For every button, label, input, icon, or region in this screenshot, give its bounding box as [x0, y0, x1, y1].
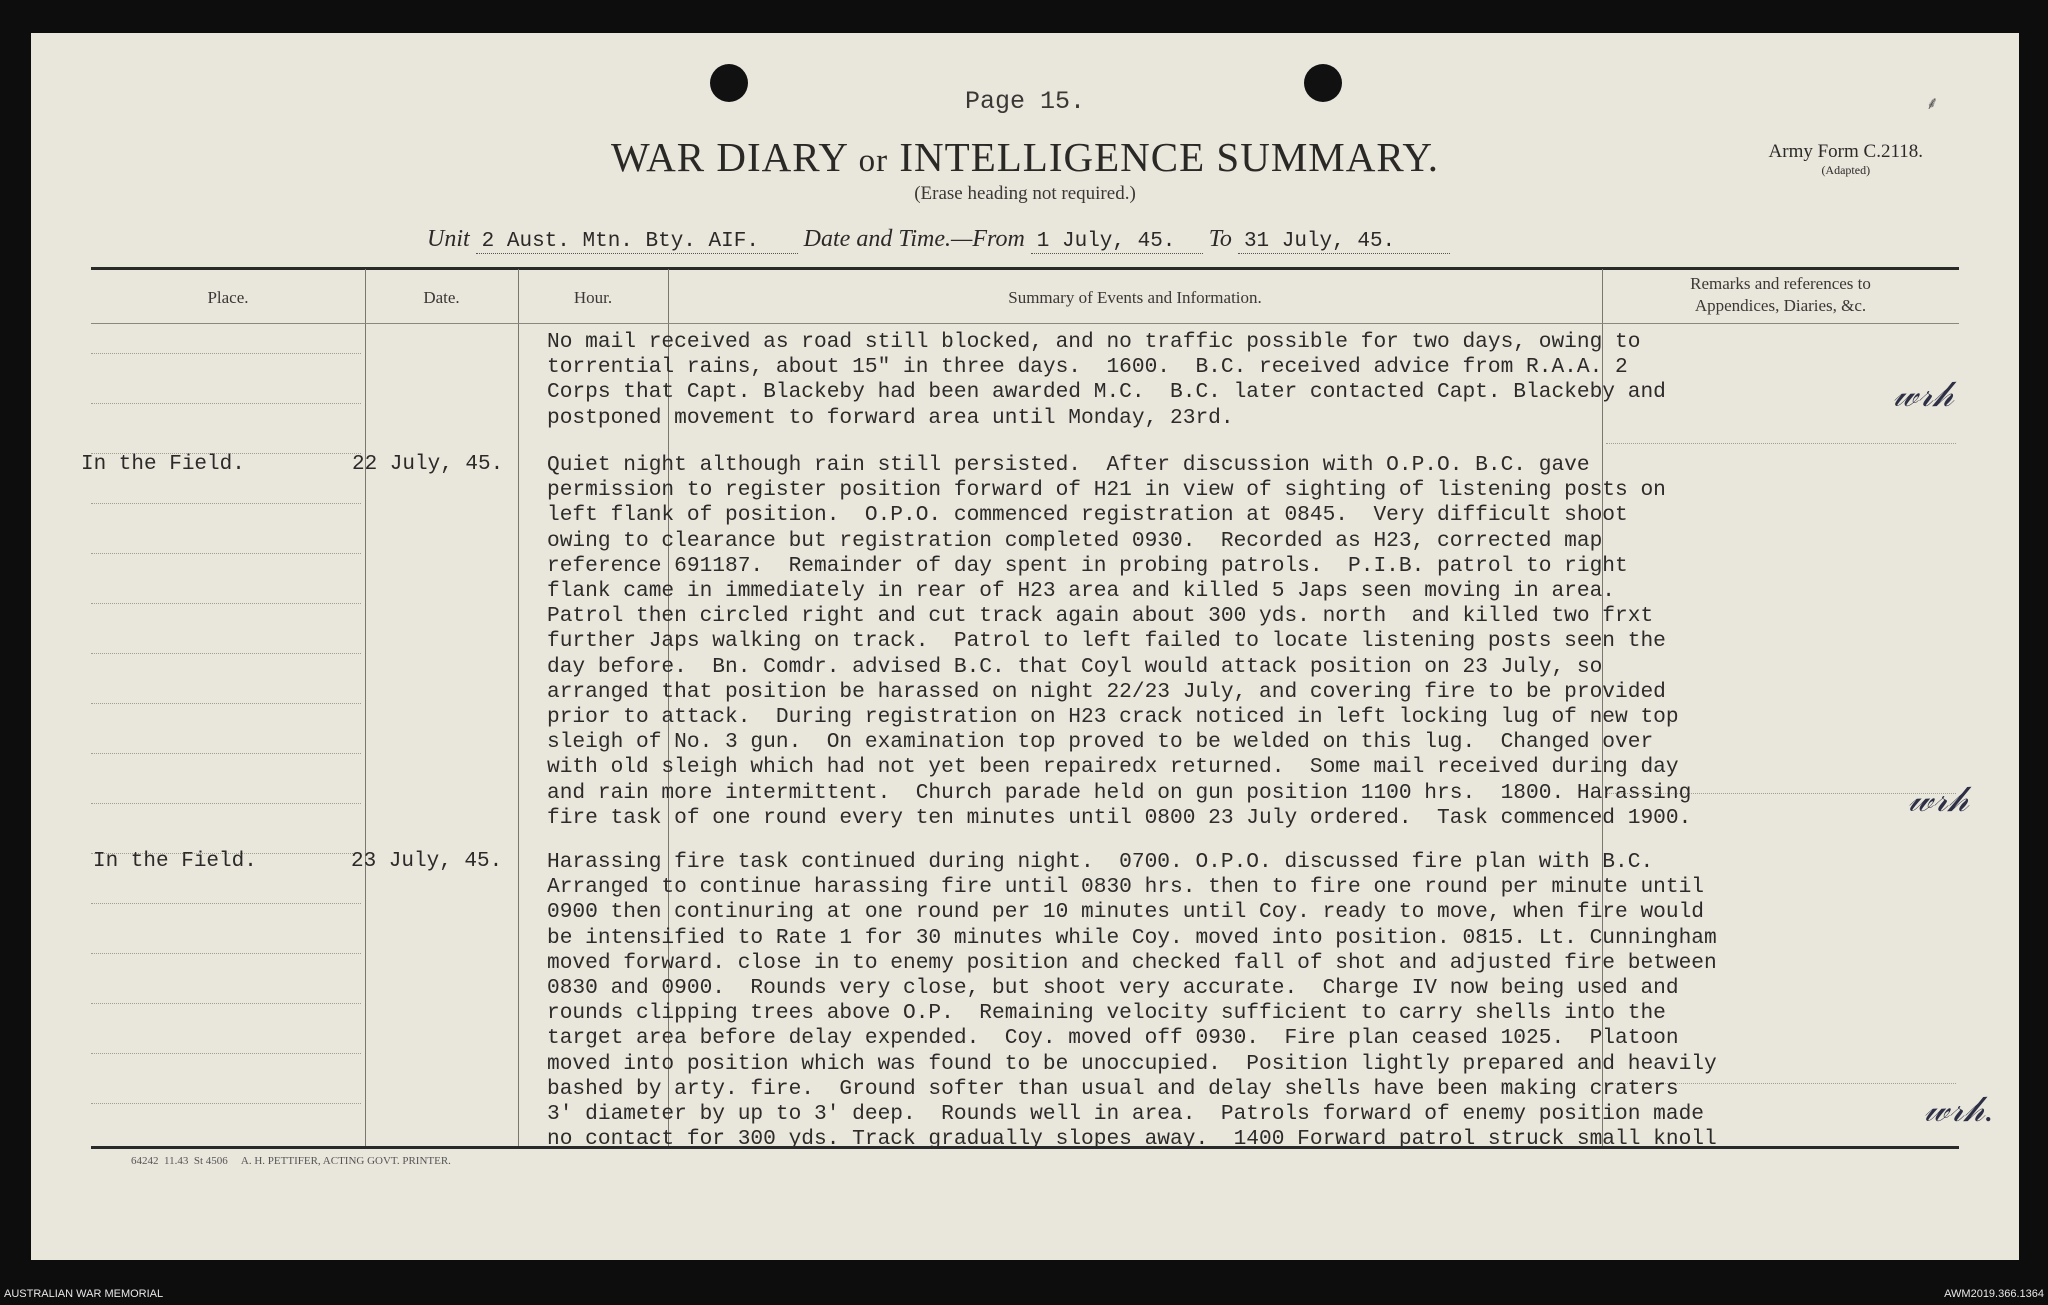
archive-caption-right: AWM2019.366.1364 — [1944, 1288, 2044, 1300]
column-divider — [518, 269, 519, 1146]
ruling-line — [91, 553, 361, 554]
table-bottom-rule — [91, 1146, 1959, 1149]
column-divider — [365, 269, 366, 1146]
ruling-line — [1606, 443, 1956, 444]
ruling-line — [91, 703, 361, 704]
corner-mark: ⸙ — [1925, 93, 1939, 114]
from-date: 1 July, 45. — [1031, 230, 1203, 254]
handwritten-initials: 𝓌𝓇𝒽 — [1908, 779, 1969, 819]
header-date: Date. — [423, 288, 460, 307]
entry-date: 22 July, 45. — [352, 453, 504, 476]
header-place: Place. — [207, 288, 249, 307]
page-title: WAR DIARY or INTELLIGENCE SUMMARY. — [611, 134, 1439, 180]
unit-date-line: Unit 2 Aust. Mtn. Bty. AIF. Date and Time.—From 1 July, 45. To 31 July, 45. — [427, 226, 1450, 254]
entry-text: Quiet night although rain still persisted. After discussion with O.P.O. B.C. gave permission to register position forward of H21 in view of sighting of listening posts on left flank of position. O.P.O. commenced registration at 0845. Very difficult shoot owing to clearance but registration completed 0930. Recorded as H23, corrected map reference 691187. Remainder of day spent in probing patrols. P.I.B. patrol to right flank came in immediately in rear of H23 area and killed 5 Japs seen moving in area. Patrol then circled right and cut track again about 300 yds. north and killed two frxt further Japs walking on track. Patrol to left failed to locate listening posts seen the day before. Bn. Comdr. advised B.C. that Coyl would attack position on 23 July, so arranged that position be harassed on night 22/23 July, and covering fire to be provided prior to attack. During registration on H23 crack noticed in left locking lug of new top sleigh of No. 3 gun. On examination top proved to be welded on this lug. Changed over with old sleigh which had not yet been repairedx returned. Some mail received during day and rain more intermittent. Church parade held on gun position 1100 hrs. 1800. Harassing fire task of one round every ten minutes until 0800 23 July ordered. Task commenced 1900. — [547, 453, 1692, 830]
entry-place: In the Field. — [93, 850, 257, 873]
ruling-line — [91, 503, 361, 504]
army-form-label: Army Form C.2118. (Adapted) — [1768, 141, 1923, 177]
ruling-line — [91, 903, 361, 904]
to-date: 31 July, 45. — [1238, 230, 1450, 254]
entry-date: 23 July, 45. — [351, 850, 503, 873]
ruling-line — [91, 1003, 361, 1004]
entry-place: In the Field. — [81, 453, 245, 476]
erase-note: (Erase heading not required.) — [914, 183, 1136, 204]
unit-value: 2 Aust. Mtn. Bty. AIF. — [476, 230, 798, 254]
ruling-line — [91, 1053, 361, 1054]
header-hour: Hour. — [573, 288, 613, 307]
printer-footer: 64242 11.43 St 4506 A. H. PETTIFER, ACTING GOVT. PRINTER. — [131, 1155, 451, 1167]
entry-text: No mail received as road still blocked, and no traffic possible for two days, owing to torrential rains, about 15" in three days. 1600. B.C. received advice from R.A.A. 2 Corps that Capt. Blackeby had been awarded M.C. B.C. later contacted Capt. Blackeby and postponed movement to forward area until Monday, 23rd. — [547, 330, 1666, 430]
page-number: Page 15. — [964, 87, 1086, 116]
ruling-line — [91, 653, 361, 654]
entry-text: Harassing fire task continued during night. 0700. O.P.O. discussed fire plan with B.C. Arranged to continue harassing fire until 0830 hrs. then to fire one round per minute until 0900 then continuring at one round per 10 minutes until Coy. ready to move, when fire would be intensified to Rate 1 for 30 minutes while Coy. moved into position. 0815. Lt. Cunningham moved forward. close in to enemy position and checked fall of shot and adjusted fire between 0830 and 0900. Rounds very close, but shoot very accurate. Charge IV now being used and rounds clipping trees above O.P. Remaining velocity sufficient to carry shells into the target area before delay expended. Coy. moved off 0930. Fire plan ceased 1025. Platoon moved into position which was found to be unoccupied. Position lightly prepared and heavily bashed by arty. fire. Ground softer than usual and delay shells have been making craters 3' diameter by up to 3' deep. Rounds well in area. Patrols forward of enemy position made no contact for 300 yds. Track gradually slopes away. 1400 Forward patrol struck small knoll — [547, 850, 1717, 1152]
ruling-line — [91, 753, 361, 754]
ruling-line — [91, 803, 361, 804]
header-rule — [91, 323, 1959, 324]
ruling-line — [91, 1103, 361, 1104]
diary-page — [31, 33, 2019, 1260]
archive-caption-left: AUSTRALIAN WAR MEMORIAL — [4, 1288, 164, 1300]
ruling-line — [91, 353, 361, 354]
handwritten-initials: 𝓌𝓇𝒽. — [1924, 1089, 1994, 1129]
ruling-line — [91, 603, 361, 604]
header-summary: Summary of Events and Information. — [1008, 288, 1262, 307]
table-top-rule — [91, 267, 1959, 270]
ruling-line — [91, 953, 361, 954]
header-remarks: Remarks and references to Appendices, Diaries, &c. — [1690, 274, 1871, 315]
ruling-line — [91, 403, 361, 404]
handwritten-initials: 𝓌𝓇𝒽 — [1893, 374, 1954, 414]
